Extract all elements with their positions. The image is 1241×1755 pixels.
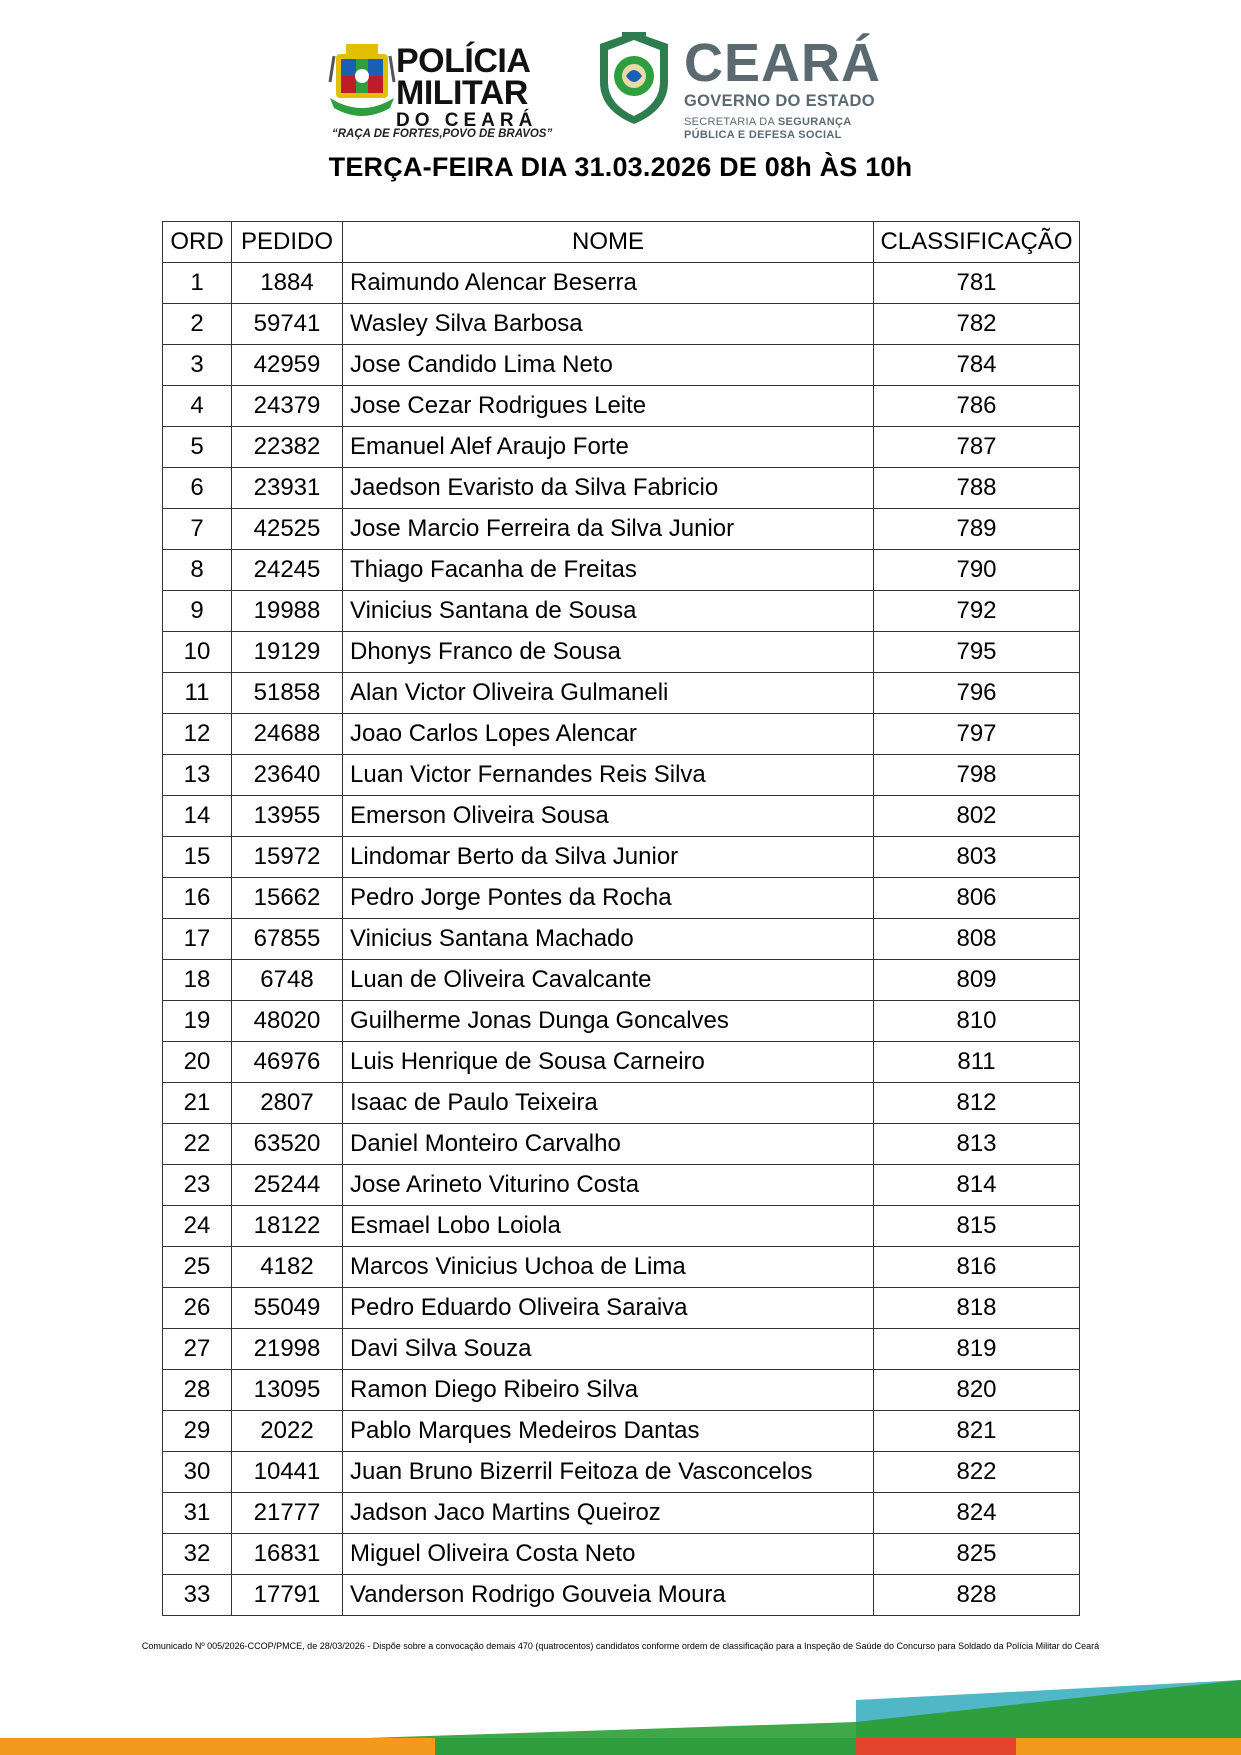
cell-ord: 14 bbox=[163, 796, 232, 837]
table-row bbox=[163, 1411, 1080, 1452]
cell-nome: Guilherme Jonas Dunga Goncalves bbox=[343, 1001, 874, 1042]
cell-pedido: 23931 bbox=[232, 468, 343, 509]
footnote: Comunicado Nº 005/2026-CCOP/PMCE, de 28/03/2026 - Dispõe sobre a convocação demais 470 (quatrocentos) candidatos conforme ordem de classificação para a Inspeção de Saúde do Concurso para Soldado da Polícia Militar do Ceará bbox=[141, 1641, 1100, 1651]
table-header bbox=[163, 222, 1080, 263]
cell-classificacao: 808 bbox=[874, 919, 1080, 960]
table-row bbox=[163, 468, 1080, 509]
cell-ord: 20 bbox=[163, 1042, 232, 1083]
cell-ord: 8 bbox=[163, 550, 232, 591]
page-header bbox=[0, 14, 1241, 142]
pm-logo-line2: MILITAR bbox=[396, 74, 528, 112]
table-row bbox=[163, 427, 1080, 468]
cell-pedido: 13955 bbox=[232, 796, 343, 837]
cell-ord: 23 bbox=[163, 1165, 232, 1206]
cell-classificacao: 784 bbox=[874, 345, 1080, 386]
cell-ord: 13 bbox=[163, 755, 232, 796]
cell-pedido: 67855 bbox=[232, 919, 343, 960]
table-row bbox=[163, 386, 1080, 427]
table-row bbox=[163, 1452, 1080, 1493]
cell-classificacao: 816 bbox=[874, 1247, 1080, 1288]
cell-nome: Emerson Oliveira Sousa bbox=[343, 796, 874, 837]
band-orange-right bbox=[1016, 1738, 1241, 1755]
table-row bbox=[163, 1042, 1080, 1083]
cell-nome: Isaac de Paulo Teixeira bbox=[343, 1083, 874, 1124]
cell-classificacao: 818 bbox=[874, 1288, 1080, 1329]
cell-pedido: 24688 bbox=[232, 714, 343, 755]
table-row bbox=[163, 1001, 1080, 1042]
cell-classificacao: 810 bbox=[874, 1001, 1080, 1042]
cell-nome: Pedro Eduardo Oliveira Saraiva bbox=[343, 1288, 874, 1329]
cell-pedido: 19988 bbox=[232, 591, 343, 632]
cell-nome: Jose Candido Lima Neto bbox=[343, 345, 874, 386]
table-row bbox=[163, 1493, 1080, 1534]
table-row bbox=[163, 632, 1080, 673]
column-header-ord: ORD bbox=[163, 222, 232, 263]
ce-logo-subtitle: GOVERNO DO ESTADO bbox=[684, 92, 875, 110]
cell-ord: 22 bbox=[163, 1124, 232, 1165]
cell-pedido: 21998 bbox=[232, 1329, 343, 1370]
cell-classificacao: 788 bbox=[874, 468, 1080, 509]
table-row bbox=[163, 878, 1080, 919]
cell-pedido: 16831 bbox=[232, 1534, 343, 1575]
table-row bbox=[163, 1165, 1080, 1206]
band-orange bbox=[0, 1738, 435, 1755]
ce-secretaria-line2-text: PÚBLICA E DEFESA SOCIAL bbox=[684, 129, 842, 142]
cell-nome: Daniel Monteiro Carvalho bbox=[343, 1124, 874, 1165]
cell-ord: 26 bbox=[163, 1288, 232, 1329]
cell-ord: 1 bbox=[163, 263, 232, 304]
cell-nome: Juan Bruno Bizerril Feitoza de Vasconcelos bbox=[343, 1452, 874, 1493]
cell-nome: Lindomar Berto da Silva Junior bbox=[343, 837, 874, 878]
column-header-pedido: PEDIDO bbox=[232, 222, 343, 263]
cell-classificacao: 812 bbox=[874, 1083, 1080, 1124]
cell-nome: Thiago Facanha de Freitas bbox=[343, 550, 874, 591]
policia-militar-logo bbox=[328, 30, 558, 146]
table-row bbox=[163, 550, 1080, 591]
cell-nome: Pablo Marques Medeiros Dantas bbox=[343, 1411, 874, 1452]
cell-ord: 25 bbox=[163, 1247, 232, 1288]
cell-classificacao: 819 bbox=[874, 1329, 1080, 1370]
cell-pedido: 51858 bbox=[232, 673, 343, 714]
cell-classificacao: 792 bbox=[874, 591, 1080, 632]
table-header-row bbox=[163, 222, 1080, 263]
cell-nome: Luan Victor Fernandes Reis Silva bbox=[343, 755, 874, 796]
cell-pedido: 46976 bbox=[232, 1042, 343, 1083]
cell-nome: Davi Silva Souza bbox=[343, 1329, 874, 1370]
cell-nome: Luan de Oliveira Cavalcante bbox=[343, 960, 874, 1001]
cell-pedido: 10441 bbox=[232, 1452, 343, 1493]
cell-ord: 11 bbox=[163, 673, 232, 714]
table-row bbox=[163, 345, 1080, 386]
column-header-nome: NOME bbox=[343, 222, 874, 263]
pm-logo-text bbox=[396, 44, 560, 130]
table-row bbox=[163, 919, 1080, 960]
cell-nome: Joao Carlos Lopes Alencar bbox=[343, 714, 874, 755]
table-row bbox=[163, 1124, 1080, 1165]
cell-pedido: 2807 bbox=[232, 1083, 343, 1124]
cell-ord: 12 bbox=[163, 714, 232, 755]
cell-nome: Wasley Silva Barbosa bbox=[343, 304, 874, 345]
cell-ord: 18 bbox=[163, 960, 232, 1001]
ce-secretaria-prefix: SECRETARIA DA bbox=[684, 116, 778, 129]
cell-ord: 5 bbox=[163, 427, 232, 468]
cell-nome: Luis Henrique de Sousa Carneiro bbox=[343, 1042, 874, 1083]
cell-classificacao: 815 bbox=[874, 1206, 1080, 1247]
ce-secretaria-bold: SEGURANÇA bbox=[777, 116, 852, 129]
cell-nome: Vinicius Santana de Sousa bbox=[343, 591, 874, 632]
cell-pedido: 63520 bbox=[232, 1124, 343, 1165]
ce-secretaria-line1 bbox=[684, 116, 924, 129]
candidates-table bbox=[162, 221, 1080, 1616]
cell-pedido: 22382 bbox=[232, 427, 343, 468]
cell-pedido: 4182 bbox=[232, 1247, 343, 1288]
cell-ord: 31 bbox=[163, 1493, 232, 1534]
cell-nome: Dhonys Franco de Sousa bbox=[343, 632, 874, 673]
cell-pedido: 17791 bbox=[232, 1575, 343, 1616]
table-row bbox=[163, 304, 1080, 345]
cell-ord: 16 bbox=[163, 878, 232, 919]
table-row bbox=[163, 263, 1080, 304]
cell-ord: 29 bbox=[163, 1411, 232, 1452]
cell-nome: Vinicius Santana Machado bbox=[343, 919, 874, 960]
cell-pedido: 48020 bbox=[232, 1001, 343, 1042]
cell-classificacao: 809 bbox=[874, 960, 1080, 1001]
cell-pedido: 6748 bbox=[232, 960, 343, 1001]
cell-pedido: 18122 bbox=[232, 1206, 343, 1247]
cell-classificacao: 786 bbox=[874, 386, 1080, 427]
cell-classificacao: 828 bbox=[874, 1575, 1080, 1616]
cell-pedido: 23640 bbox=[232, 755, 343, 796]
cell-nome: Esmael Lobo Loiola bbox=[343, 1206, 874, 1247]
pm-logo-line3: DO CEARÁ bbox=[396, 110, 538, 131]
cell-nome: Jadson Jaco Martins Queiroz bbox=[343, 1493, 874, 1534]
cell-pedido: 2022 bbox=[232, 1411, 343, 1452]
cell-classificacao: 798 bbox=[874, 755, 1080, 796]
cell-classificacao: 787 bbox=[874, 427, 1080, 468]
cell-pedido: 15972 bbox=[232, 837, 343, 878]
cell-nome: Vanderson Rodrigo Gouveia Moura bbox=[343, 1575, 874, 1616]
footer-color-band bbox=[0, 1670, 1241, 1755]
column-header-classificacao: CLASSIFICAÇÃO bbox=[874, 222, 1080, 263]
table-row bbox=[163, 1575, 1080, 1616]
cell-ord: 19 bbox=[163, 1001, 232, 1042]
cell-ord: 21 bbox=[163, 1083, 232, 1124]
cell-classificacao: 813 bbox=[874, 1124, 1080, 1165]
cell-nome: Jose Marcio Ferreira da Silva Junior bbox=[343, 509, 874, 550]
cell-ord: 3 bbox=[163, 345, 232, 386]
table-row bbox=[163, 1206, 1080, 1247]
cell-classificacao: 790 bbox=[874, 550, 1080, 591]
ce-logo-title: CEARÁ bbox=[684, 33, 882, 93]
pm-logo-line1: POLÍCIA bbox=[396, 42, 531, 80]
cell-pedido: 13095 bbox=[232, 1370, 343, 1411]
cell-classificacao: 789 bbox=[874, 509, 1080, 550]
cell-classificacao: 821 bbox=[874, 1411, 1080, 1452]
table-row bbox=[163, 673, 1080, 714]
cell-classificacao: 822 bbox=[874, 1452, 1080, 1493]
cell-ord: 17 bbox=[163, 919, 232, 960]
ceara-shield-icon bbox=[596, 30, 672, 126]
cell-classificacao: 811 bbox=[874, 1042, 1080, 1083]
cell-classificacao: 802 bbox=[874, 796, 1080, 837]
cell-classificacao: 803 bbox=[874, 837, 1080, 878]
table-row bbox=[163, 714, 1080, 755]
ce-logo-text bbox=[684, 33, 924, 143]
cell-nome: Alan Victor Oliveira Gulmaneli bbox=[343, 673, 874, 714]
cell-ord: 9 bbox=[163, 591, 232, 632]
cell-ord: 30 bbox=[163, 1452, 232, 1493]
band-red bbox=[856, 1738, 1016, 1755]
cell-ord: 28 bbox=[163, 1370, 232, 1411]
pm-motto: “RAÇA DE FORTES,POVO DE BRAVOS” bbox=[332, 128, 553, 140]
cell-nome: Raimundo Alencar Beserra bbox=[343, 263, 874, 304]
band-green-bottom bbox=[435, 1738, 856, 1755]
cell-nome: Jose Cezar Rodrigues Leite bbox=[343, 386, 874, 427]
cell-ord: 6 bbox=[163, 468, 232, 509]
cell-classificacao: 797 bbox=[874, 714, 1080, 755]
cell-nome: Emanuel Alef Araujo Forte bbox=[343, 427, 874, 468]
ceara-government-logo bbox=[596, 28, 916, 142]
cell-pedido: 55049 bbox=[232, 1288, 343, 1329]
table-row bbox=[163, 755, 1080, 796]
cell-pedido: 59741 bbox=[232, 304, 343, 345]
cell-ord: 2 bbox=[163, 304, 232, 345]
table-row bbox=[163, 509, 1080, 550]
table-body bbox=[163, 263, 1080, 1616]
cell-classificacao: 806 bbox=[874, 878, 1080, 919]
cell-pedido: 25244 bbox=[232, 1165, 343, 1206]
cell-ord: 32 bbox=[163, 1534, 232, 1575]
cell-pedido: 15662 bbox=[232, 878, 343, 919]
cell-classificacao: 814 bbox=[874, 1165, 1080, 1206]
cell-classificacao: 795 bbox=[874, 632, 1080, 673]
ce-secretaria-line2 bbox=[684, 129, 924, 142]
cell-nome: Pedro Jorge Pontes da Rocha bbox=[343, 878, 874, 919]
cell-pedido: 21777 bbox=[232, 1493, 343, 1534]
table-row bbox=[163, 1534, 1080, 1575]
page-title: TERÇA-FEIRA DIA 31.03.2026 DE 08h ÀS 10h bbox=[328, 152, 913, 182]
cell-ord: 7 bbox=[163, 509, 232, 550]
cell-ord: 15 bbox=[163, 837, 232, 878]
pm-crest-icon bbox=[328, 42, 396, 118]
cell-classificacao: 781 bbox=[874, 263, 1080, 304]
cell-pedido: 42525 bbox=[232, 509, 343, 550]
table-row bbox=[163, 960, 1080, 1001]
cell-classificacao: 824 bbox=[874, 1493, 1080, 1534]
cell-ord: 24 bbox=[163, 1206, 232, 1247]
cell-pedido: 19129 bbox=[232, 632, 343, 673]
cell-ord: 27 bbox=[163, 1329, 232, 1370]
table-row bbox=[163, 1288, 1080, 1329]
cell-nome: Marcos Vinicius Uchoa de Lima bbox=[343, 1247, 874, 1288]
cell-nome: Ramon Diego Ribeiro Silva bbox=[343, 1370, 874, 1411]
cell-classificacao: 782 bbox=[874, 304, 1080, 345]
cell-nome: Jaedson Evaristo da Silva Fabricio bbox=[343, 468, 874, 509]
table-row bbox=[163, 1083, 1080, 1124]
cell-ord: 4 bbox=[163, 386, 232, 427]
cell-pedido: 1884 bbox=[232, 263, 343, 304]
table-row bbox=[163, 796, 1080, 837]
cell-classificacao: 820 bbox=[874, 1370, 1080, 1411]
cell-ord: 10 bbox=[163, 632, 232, 673]
table-row bbox=[163, 1329, 1080, 1370]
cell-classificacao: 796 bbox=[874, 673, 1080, 714]
cell-nome: Jose Arineto Viturino Costa bbox=[343, 1165, 874, 1206]
cell-pedido: 24379 bbox=[232, 386, 343, 427]
cell-pedido: 24245 bbox=[232, 550, 343, 591]
table-row bbox=[163, 591, 1080, 632]
cell-classificacao: 825 bbox=[874, 1534, 1080, 1575]
table-row bbox=[163, 837, 1080, 878]
cell-pedido: 42959 bbox=[232, 345, 343, 386]
cell-nome: Miguel Oliveira Costa Neto bbox=[343, 1534, 874, 1575]
table-row bbox=[163, 1370, 1080, 1411]
table-row bbox=[163, 1247, 1080, 1288]
cell-ord: 33 bbox=[163, 1575, 232, 1616]
